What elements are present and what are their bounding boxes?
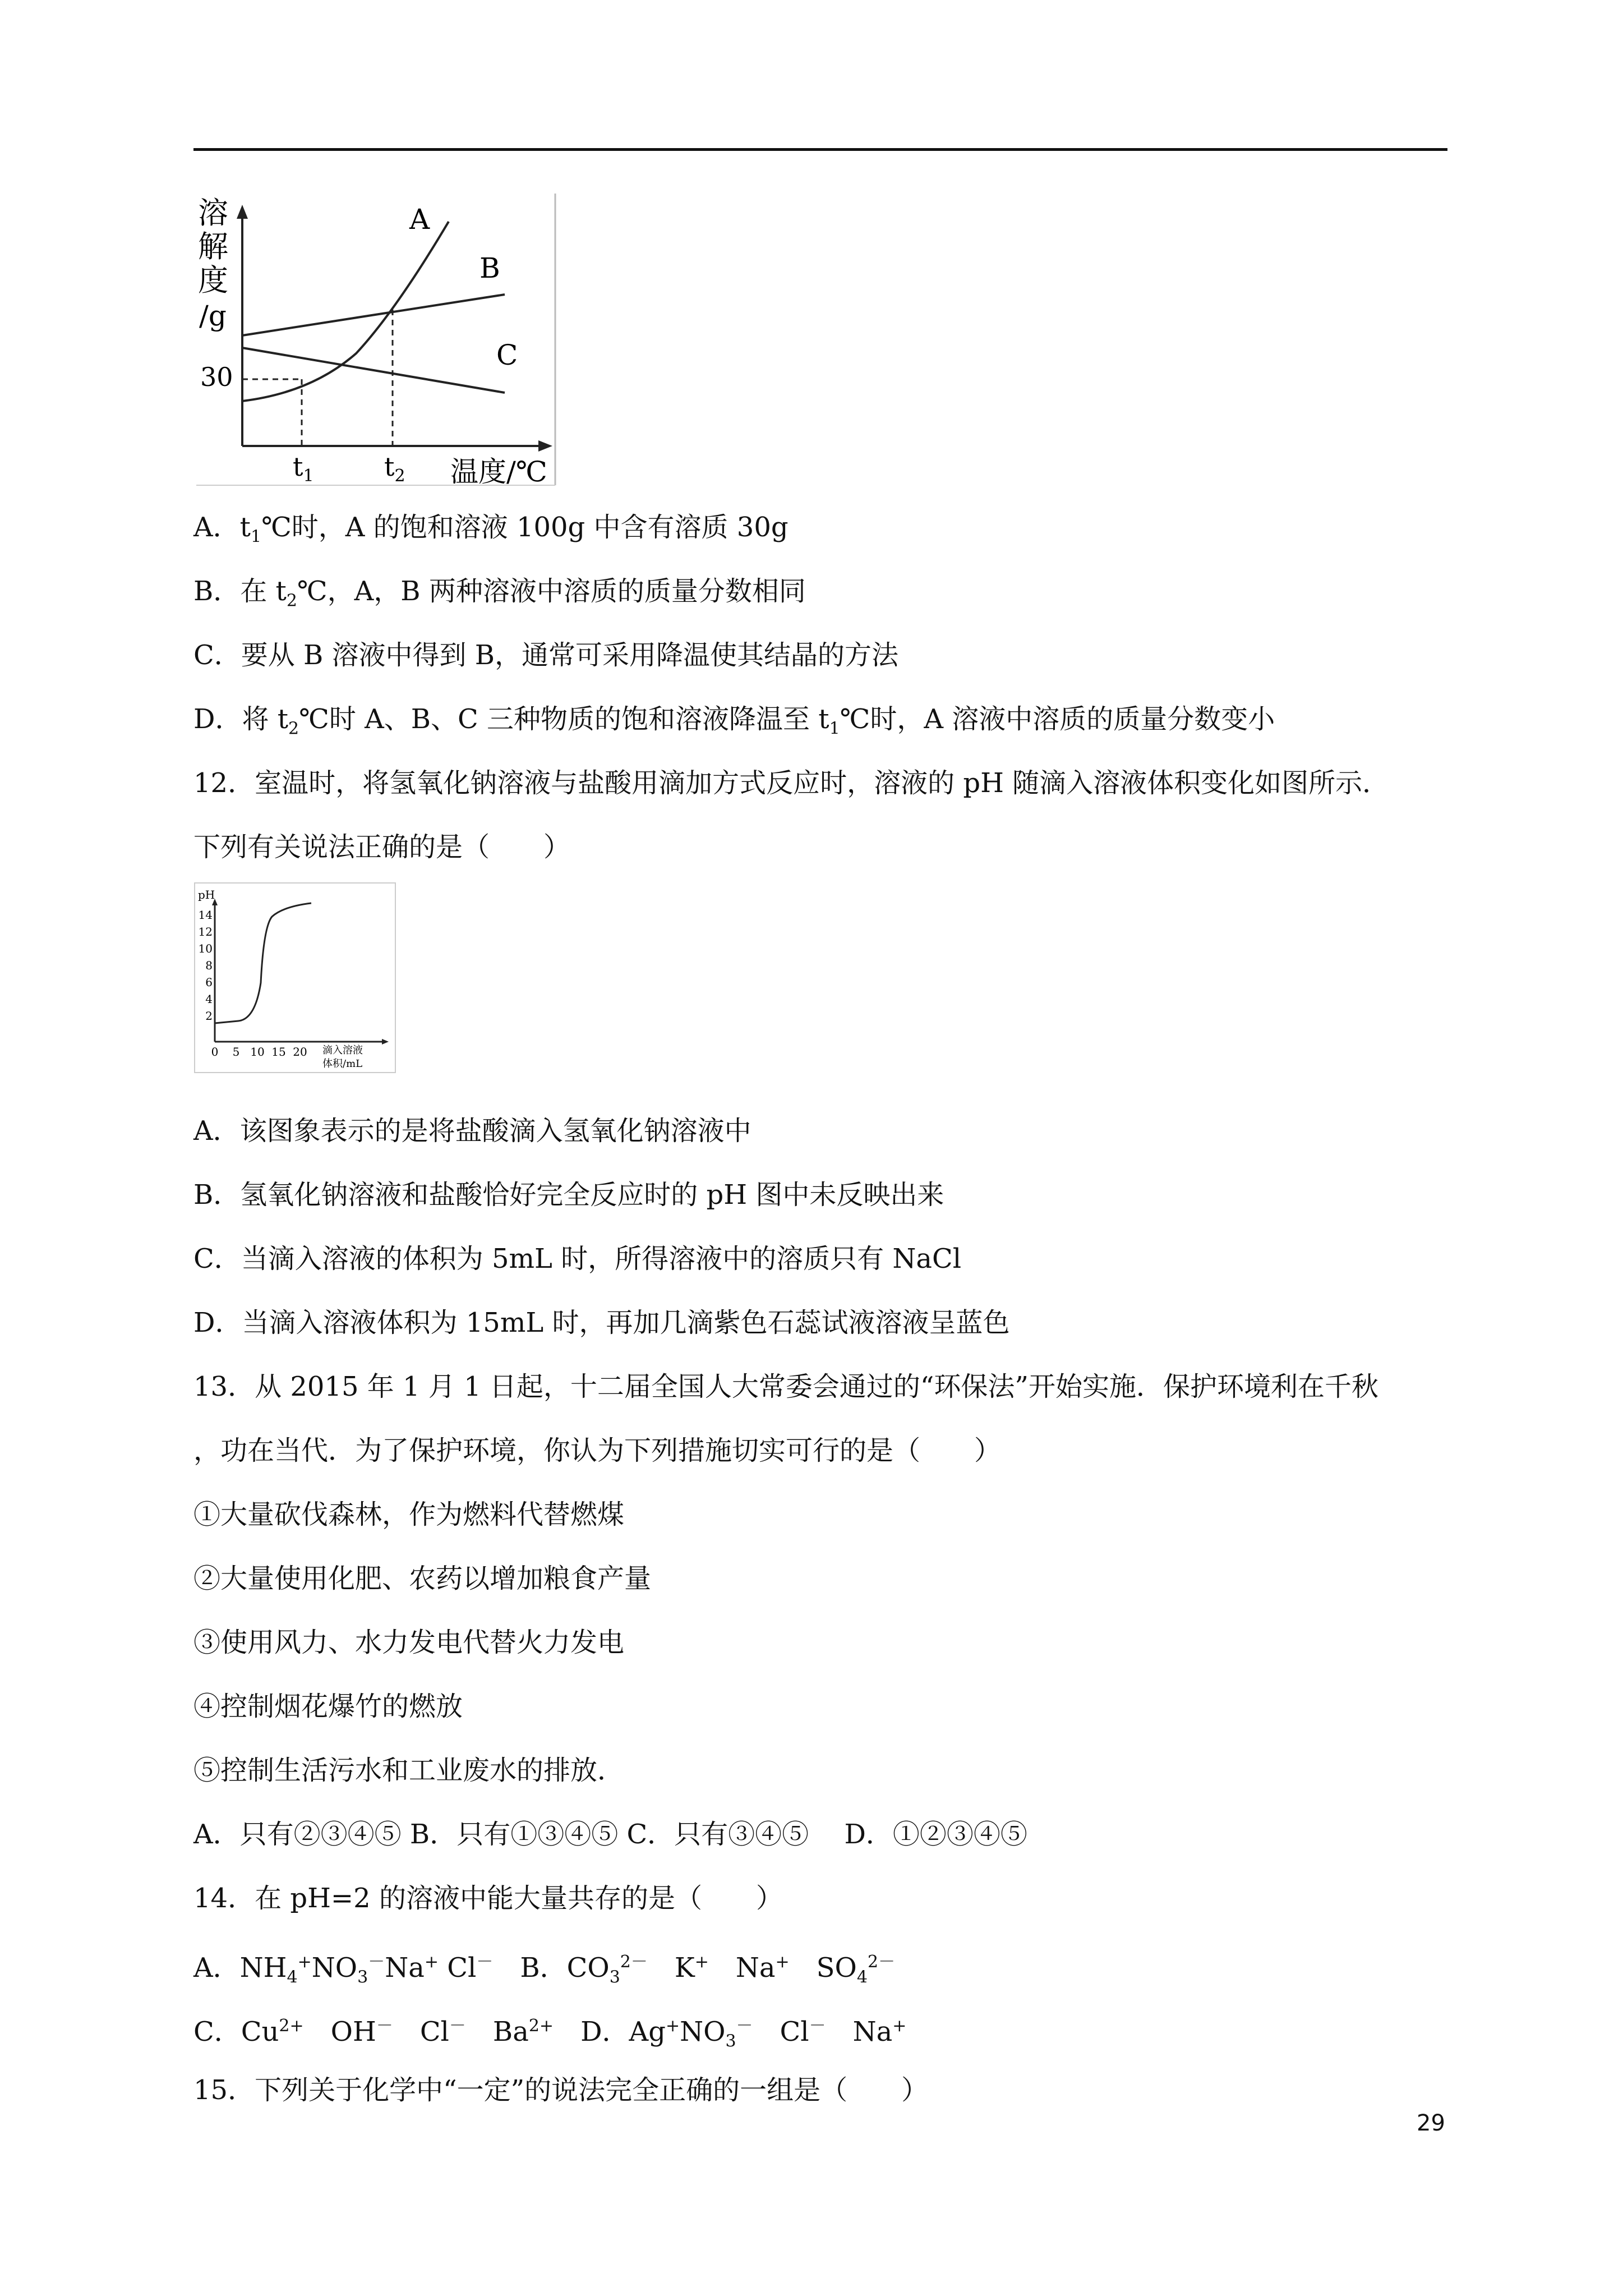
x-tick-t2: $t_2$ — [384, 452, 405, 486]
ph-xlabel-line1: 滴入溶液 — [322, 1045, 363, 1056]
q11-option-b: B．在 $t_2℃$，A，B 两种溶液中溶质的质量分数相同 — [193, 576, 806, 611]
q13-stem-line2: ，功在当代．为了保护环境，你认为下列措施切实可行的是（ ） — [193, 1435, 1002, 1466]
ylabel-char-2: 解 — [198, 229, 228, 264]
y-tick-30: 30 — [200, 362, 233, 392]
q13-item-4: ④控制烟花爆竹的燃放 — [193, 1691, 463, 1722]
q13-item-1: ①大量砍伐森林，作为燃料代替燃煤 — [193, 1499, 625, 1530]
ph-x-tick: 0 — [211, 1045, 219, 1059]
header-rule — [193, 148, 1447, 151]
curve-b — [242, 295, 505, 335]
ph-x-tick: 15 — [271, 1045, 286, 1059]
q14-options-cd: C．$Cu^{2+}$ OH－ Cl－ $Ba^{2+}$ D．$Ag^+NO_3^-$ Cl－ Na+ — [193, 2016, 907, 2051]
curve-label-a: A — [409, 203, 430, 236]
ylabel-char-4: /g — [199, 300, 227, 332]
ph-graph — [193, 882, 398, 1075]
ph-y-tick: 12 — [198, 925, 213, 938]
q12-option-a: A．该图象表示的是将盐酸滴入氢氧化钠溶液中 — [193, 1115, 751, 1147]
y-axis-arrow — [237, 205, 248, 219]
curve-a — [242, 222, 449, 401]
ph-x-axis-arrow — [382, 1039, 389, 1045]
q12-option-b: B．氢氧化钠溶液和盐酸恰好完全反应时的 pH 图中未反映出来 — [193, 1179, 944, 1211]
solubility-graph — [193, 191, 564, 488]
q15-stem: 15．下列关于化学中“一定”的说法完全正确的一组是（ ） — [193, 2074, 929, 2106]
ylabel-char-1: 溶 — [198, 195, 228, 231]
ph-xlabel-line2: 体积/mL — [322, 1058, 363, 1070]
q11-option-a: A．$t_1℃$时，A 的饱和溶液 100g 中含有溶质 30g — [193, 512, 789, 547]
x-axis-label: 温度/℃ — [450, 455, 547, 488]
q14-stem: 14．在 pH=2 的溶液中能大量共存的是（ ） — [193, 1883, 783, 1914]
q13-options: A．只有②③④⑤ B．只有①③④⑤ C．只有③④⑤ D．①②③④⑤ — [193, 1819, 1027, 1850]
ph-x-tick: 20 — [293, 1045, 307, 1059]
ph-x-tick: 10 — [250, 1045, 265, 1059]
q14-options-ab: A．$NH_4^+NO_3^-Na^+$ Cl－ B．$CO_3^{2-}$ K+ Na+ $SO_4^{2-}$ — [193, 1952, 896, 1987]
q13-stem-line1: 13．从 2015 年 1 月 1 日起，十二届全国人大常委会通过的“环保法”开始实施．保护环境利在千秋 — [193, 1371, 1378, 1402]
q13-item-3: ③使用风力、水力发电代替火力发电 — [193, 1627, 625, 1658]
q12-option-d: D．当滴入溶液体积为 15mL 时，再加几滴紫色石蕊试液溶液呈蓝色 — [193, 1307, 1010, 1338]
ph-y-tick: 6 — [205, 976, 213, 989]
ph-y-tick: 14 — [198, 908, 213, 922]
curve-label-c: C — [496, 339, 518, 371]
ph-y-tick: 4 — [205, 992, 213, 1006]
ph-y-tick: 8 — [205, 959, 213, 972]
q12-stem-line1: 12．室温时，将氢氧化钠溶液与盐酸用滴加方式反应时，溶液的 pH 随滴入溶液体积变化如图所示． — [193, 767, 1390, 799]
ph-curve — [215, 903, 311, 1023]
curve-label-b: B — [479, 252, 500, 284]
ph-ylabel: pH — [198, 888, 215, 901]
ph-y-tick: 2 — [205, 1009, 213, 1023]
q12-option-c: C．当滴入溶液的体积为 5mL 时，所得溶液中的溶质只有 NaCl — [193, 1243, 962, 1274]
ylabel-char-3: 度 — [198, 263, 228, 298]
q13-item-2: ②大量使用化肥、农药以增加粮食产量 — [193, 1563, 652, 1594]
q12-stem-line2: 下列有关说法正确的是（ ） — [193, 831, 571, 863]
x-axis-arrow — [538, 440, 552, 452]
ph-y-tick: 10 — [198, 942, 213, 955]
q13-item-5: ⑤控制生活污水和工业废水的排放． — [193, 1755, 625, 1786]
ph-figure-frame — [195, 883, 395, 1073]
q11-option-d: D．将 $t_2℃$时 A、B、C 三种物质的饱和溶液降温至 $t_1℃$时，A 溶液中溶质的质量分数变小 — [193, 703, 1275, 739]
x-tick-t1: $t_1$ — [293, 452, 314, 486]
curve-c — [242, 348, 505, 393]
ph-x-tick: 5 — [232, 1045, 240, 1059]
q11-option-c: C．要从 B 溶液中得到 B，通常可采用降温使其结晶的方法 — [193, 639, 899, 671]
page-number: 29 — [1417, 2110, 1445, 2136]
